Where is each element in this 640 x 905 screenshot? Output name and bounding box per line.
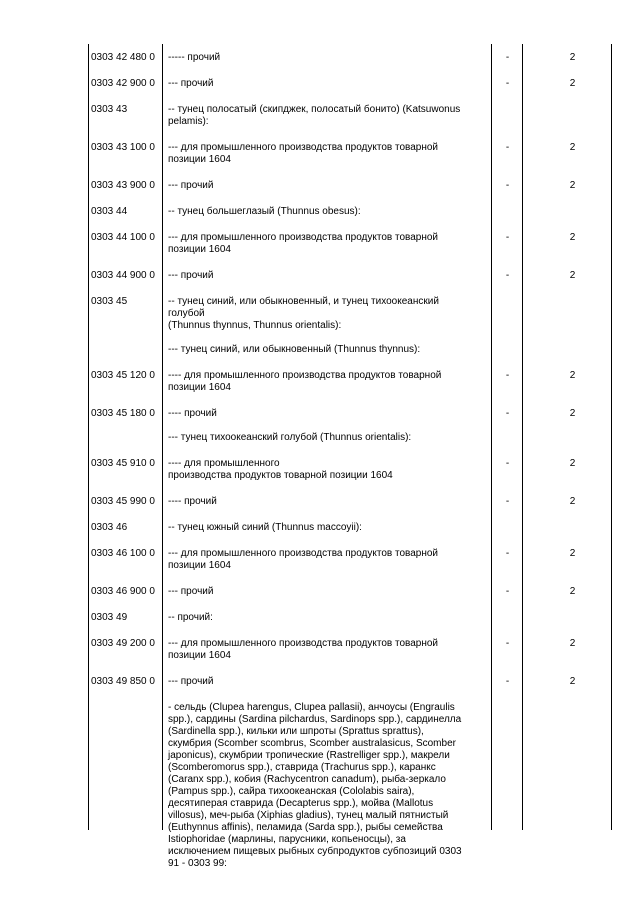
description-line: (Thunnus thynnus, Thunnus orientalis): bbox=[168, 320, 342, 331]
unit-cell bbox=[488, 198, 527, 224]
commodity-code: 0303 42 480 0 bbox=[91, 52, 155, 63]
unit-cell: - bbox=[505, 408, 510, 419]
table-row bbox=[88, 630, 618, 668]
description-line: скумбрия (Scomber scombrus, Scomber australasicus, Scomber bbox=[168, 738, 456, 749]
table-row bbox=[88, 400, 618, 450]
commodity-description bbox=[165, 450, 488, 488]
unit-cell bbox=[488, 694, 527, 876]
table-row bbox=[88, 604, 618, 630]
commodity-code: 0303 49 200 0 bbox=[91, 638, 155, 649]
table-row bbox=[88, 362, 618, 400]
commodity-description bbox=[165, 134, 488, 172]
table-row bbox=[88, 44, 618, 70]
commodity-description bbox=[165, 578, 488, 604]
unit-cell: - bbox=[505, 142, 510, 153]
commodity-description bbox=[165, 96, 488, 134]
commodity-description bbox=[165, 262, 488, 288]
table-row bbox=[88, 70, 618, 96]
unit-cell: - bbox=[505, 52, 510, 63]
description-line: spp.), сардины (Sardina pilchardus, Sardinops spp.), сардинелла bbox=[168, 714, 462, 725]
commodity-description bbox=[165, 514, 488, 540]
commodity-code: 0303 44 100 0 bbox=[91, 232, 155, 243]
table-row bbox=[88, 288, 618, 362]
table-row bbox=[88, 514, 618, 540]
table-row bbox=[88, 540, 618, 578]
description-line: исключением пищевых рыбных субпродуктов субпозиций 0303 bbox=[168, 846, 462, 857]
description-line: (Pampus spp.), сайра тихоокеанская (Cololabis saira), bbox=[168, 786, 415, 797]
unit-cell: - bbox=[505, 180, 510, 191]
unit-cell: - bbox=[505, 78, 510, 89]
duty-rate-cell: 2 bbox=[569, 270, 576, 281]
commodity-code: 0303 46 bbox=[91, 522, 128, 533]
commodity-description bbox=[165, 198, 488, 224]
description-line: ---- для промышленного производства продуктов товарной bbox=[168, 370, 442, 381]
description-line: 91 - 0303 99: bbox=[168, 858, 227, 869]
description-line: -- тунец большеглазый (Thunnus obesus): bbox=[168, 206, 361, 217]
table-row bbox=[88, 262, 618, 288]
description-line: позиции 1604 bbox=[168, 382, 231, 393]
commodity-code: 0303 44 bbox=[91, 206, 128, 217]
commodity-description bbox=[165, 604, 488, 630]
description-line: десятиперая ставрида (Decapterus spp.), мойва (Mallotus bbox=[168, 798, 434, 809]
table-row bbox=[88, 224, 618, 262]
description-line: - сельдь (Clupea harengus, Clupea pallasii), анчоусы (Engraulis bbox=[168, 702, 455, 713]
description-line: ---- прочий bbox=[168, 496, 217, 507]
commodity-code: 0303 43 900 0 bbox=[91, 180, 155, 191]
description-line: ---- прочий bbox=[168, 408, 217, 419]
duty-rate-cell: 2 bbox=[569, 638, 576, 649]
description-line: -- тунец полосатый (скипджек, полосатый бонито) (Katsuwonus bbox=[168, 104, 461, 115]
commodity-code: 0303 45 bbox=[91, 296, 128, 307]
commodity-code: 0303 49 850 0 bbox=[91, 676, 155, 687]
duty-rate-cell bbox=[527, 198, 618, 224]
commodity-description bbox=[165, 362, 488, 400]
description-line: pelamis): bbox=[168, 116, 209, 127]
description-line: --- тунец тихоокеанский голубой (Thunnus orientalis): bbox=[168, 432, 412, 443]
table-row bbox=[88, 198, 618, 224]
description-line: позиции 1604 bbox=[168, 650, 231, 661]
commodity-description bbox=[165, 224, 488, 262]
unit-cell: - bbox=[505, 370, 510, 381]
description-line: --- прочий bbox=[168, 78, 214, 89]
description-line: ----- прочий bbox=[168, 52, 221, 63]
description-line: позиции 1604 bbox=[168, 244, 231, 255]
duty-rate-cell: 2 bbox=[569, 676, 576, 687]
description-line: Istiophoridae (марлины, парусники, копьеносцы), за bbox=[168, 834, 406, 845]
description-line: (Euthynnus affinis), пеламида (Sarda spp.), рыбы семейства bbox=[168, 822, 443, 833]
unit-cell bbox=[488, 514, 527, 540]
duty-rate-cell: 2 bbox=[569, 370, 576, 381]
duty-rate-cell bbox=[527, 288, 618, 362]
description-line: villosus), меч-рыба (Xiphias gladius), тунец малый пятнистый bbox=[168, 810, 449, 821]
commodity-code: 0303 45 910 0 bbox=[91, 458, 155, 469]
commodity-description bbox=[165, 630, 488, 668]
commodity-code: 0303 43 100 0 bbox=[91, 142, 155, 153]
commodity-code: 0303 46 900 0 bbox=[91, 586, 155, 597]
description-line: позиции 1604 bbox=[168, 154, 231, 165]
duty-rate-cell: 2 bbox=[569, 408, 576, 419]
commodity-description bbox=[165, 668, 488, 694]
commodity-description bbox=[165, 172, 488, 198]
unit-cell: - bbox=[505, 638, 510, 649]
unit-cell: - bbox=[505, 232, 510, 243]
description-line: производства продуктов товарной позиции 1604 bbox=[168, 470, 393, 481]
table-row bbox=[88, 96, 618, 134]
description-line: (Scomberomorus spp.), ставрида (Trachurus spp.), каранкс bbox=[168, 762, 436, 773]
description-line: --- для промышленного производства продуктов товарной bbox=[168, 232, 439, 243]
duty-rate-cell: 2 bbox=[569, 232, 576, 243]
duty-rate-cell bbox=[527, 694, 618, 876]
commodity-description bbox=[165, 400, 488, 450]
commodity-code: 0303 43 bbox=[91, 104, 128, 115]
description-line: --- прочий bbox=[168, 676, 214, 687]
commodity-code: 0303 46 100 0 bbox=[91, 548, 155, 559]
commodity-description bbox=[165, 540, 488, 578]
commodity-code bbox=[88, 694, 165, 876]
duty-rate-cell: 2 bbox=[569, 52, 576, 63]
duty-rate-cell bbox=[527, 96, 618, 134]
table-row bbox=[88, 488, 618, 514]
description-line: (Caranx spp.), кобия (Rachycentron canadum), рыба-зеркало bbox=[168, 774, 446, 785]
duty-rate-cell bbox=[527, 514, 618, 540]
table-row bbox=[88, 668, 618, 694]
duty-rate-cell: 2 bbox=[569, 458, 576, 469]
table-row bbox=[88, 450, 618, 488]
commodity-code: 0303 44 900 0 bbox=[91, 270, 155, 281]
unit-cell: - bbox=[505, 270, 510, 281]
duty-rate-cell: 2 bbox=[569, 78, 576, 89]
description-line: голубой bbox=[168, 308, 205, 319]
unit-cell: - bbox=[505, 458, 510, 469]
commodity-code: 0303 45 120 0 bbox=[91, 370, 155, 381]
description-line: --- тунец синий, или обыкновенный (Thunnus thynnus): bbox=[168, 344, 421, 355]
commodity-description bbox=[165, 70, 488, 96]
description-line: -- тунец синий, или обыкновенный, и тунец тихоокеанский bbox=[168, 296, 439, 307]
duty-rate-cell: 2 bbox=[569, 586, 576, 597]
unit-cell bbox=[488, 96, 527, 134]
commodity-code: 0303 42 900 0 bbox=[91, 78, 155, 89]
unit-cell bbox=[488, 604, 527, 630]
commodity-code: 0303 45 990 0 bbox=[91, 496, 155, 507]
description-line: -- тунец южный синий (Thunnus maccoyii): bbox=[168, 522, 362, 533]
description-line: --- прочий bbox=[168, 586, 214, 597]
commodity-code: 0303 45 180 0 bbox=[91, 408, 155, 419]
description-line: (Sardinella spp.), кильки или шпроты (Sprattus sprattus), bbox=[168, 726, 424, 737]
commodity-description bbox=[165, 288, 488, 362]
commodity-description bbox=[165, 44, 488, 70]
table-row bbox=[88, 172, 618, 198]
duty-rate-cell: 2 bbox=[569, 142, 576, 153]
duty-rate-cell: 2 bbox=[569, 496, 576, 507]
unit-cell: - bbox=[505, 586, 510, 597]
description-line: japonicus), скумбрии тропические (Rastrelliger spp.), макрели bbox=[168, 750, 450, 761]
description-line: -- прочий: bbox=[168, 612, 213, 623]
table-row bbox=[88, 134, 618, 172]
commodity-description bbox=[165, 488, 488, 514]
unit-cell: - bbox=[505, 496, 510, 507]
duty-rate-cell: 2 bbox=[569, 180, 576, 191]
tariff-table bbox=[88, 44, 618, 876]
unit-cell: - bbox=[505, 548, 510, 559]
commodity-code: 0303 49 bbox=[91, 612, 128, 623]
description-line: ---- для промышленного bbox=[168, 458, 280, 469]
unit-cell: - bbox=[505, 676, 510, 687]
description-line: --- для промышленного производства продуктов товарной bbox=[168, 638, 439, 649]
table-row bbox=[88, 694, 618, 876]
table-row bbox=[88, 578, 618, 604]
duty-rate-cell: 2 bbox=[569, 548, 576, 559]
description-line: --- для промышленного производства продуктов товарной bbox=[168, 142, 439, 153]
tariff-table-body bbox=[88, 44, 618, 876]
description-line: --- прочий bbox=[168, 180, 214, 191]
description-line: --- прочий bbox=[168, 270, 214, 281]
duty-rate-cell bbox=[527, 604, 618, 630]
description-line: --- для промышленного производства продуктов товарной bbox=[168, 548, 439, 559]
commodity-description bbox=[165, 694, 488, 876]
unit-cell bbox=[488, 288, 527, 362]
description-line: позиции 1604 bbox=[168, 560, 231, 571]
